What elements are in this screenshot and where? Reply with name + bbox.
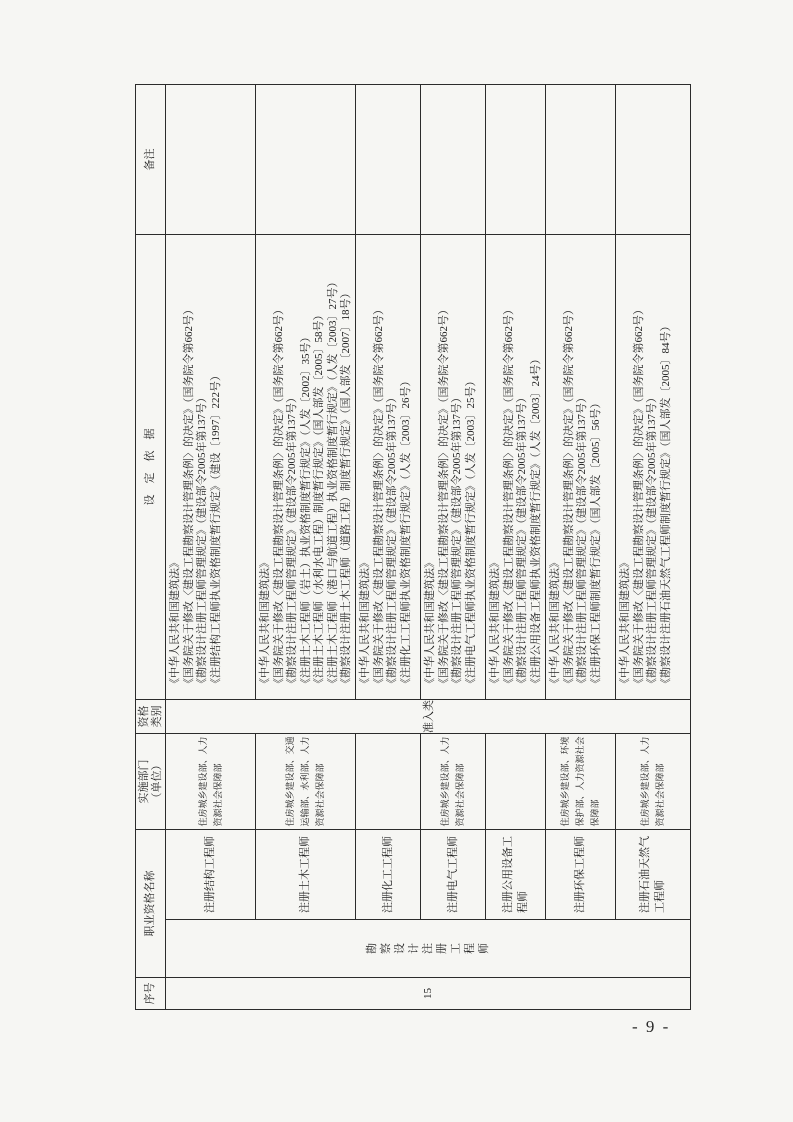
qualification-table (135, 84, 691, 1010)
basis-line: 《勘察设计注册工程师管理规定》（建设部令2005年第137号） (286, 392, 298, 689)
basis-line: 《中华人民共和国建筑法》 (259, 557, 271, 689)
basis-line: 《注册结构工程师执业资格制度暂行规定》（建设〔1997〕222号） (209, 370, 222, 689)
note-cell (546, 85, 616, 235)
dept-text: 住房城乡建设部、人力资源社会保障部 (440, 736, 465, 827)
basis-line: 《国务院关于修改〈建设工程勘察设计管理条例〉的决定》（国务院令第662号） (632, 304, 645, 689)
basis-line: 《勘察设计注册工程师管理规定》（建设部令2005年第137号） (576, 392, 588, 689)
basis-line: 《国务院关于修改〈建设工程勘察设计管理条例〉的决定》（国务院令第662号） (372, 304, 385, 689)
basis-line: 《中华人民共和国建筑法》 (169, 557, 181, 689)
basis-line: 《注册土木工程师（港口与航道工程）执业资格制度暂行规定》（人发〔2003〕27号） (326, 276, 339, 689)
dept-cell (616, 734, 691, 830)
note-cell (356, 85, 421, 235)
note-cell (616, 85, 691, 235)
basis-line: 《勘察设计注册工程师管理规定》（建设部令2005年第137号） (196, 392, 208, 689)
basis-cell (616, 235, 691, 700)
note-cell (421, 85, 486, 235)
table-row (546, 85, 616, 1010)
basis-line: 《国务院关于修改〈建设工程勘察设计管理条例〉的决定》（国务院令第662号） (182, 304, 195, 689)
basis-line: 《勘察设计注册工程师管理规定》（建设部令2005年第137号） (646, 392, 658, 689)
dept-cell (546, 734, 616, 830)
table-row (421, 85, 486, 1010)
table-header-row (136, 85, 166, 1010)
basis-cell (421, 235, 486, 700)
name-cell (486, 830, 546, 920)
qualification-name: 注册土木工程师 (299, 836, 311, 913)
name-cell (256, 830, 356, 920)
rotated-table-wrapper (135, 85, 690, 1010)
note-cell (166, 85, 256, 235)
dept-cell (486, 734, 546, 830)
basis-line: 《勘察设计注册工程师管理规定》（建设部令2005年第137号） (451, 392, 463, 689)
name-cell (166, 830, 256, 920)
basis-cell (546, 235, 616, 700)
dept-cell (256, 734, 356, 830)
qualification-name: 注册石油天然气工程师 (639, 836, 666, 913)
header-category-label: 资格类别 (137, 705, 163, 728)
basis-line: 《中华人民共和国建筑法》 (549, 557, 561, 689)
basis-cell (356, 235, 421, 700)
basis-line: 《国务院关于修改〈建设工程勘察设计管理条例〉的决定》（国务院令第662号） (562, 304, 575, 689)
table-row (486, 85, 546, 1010)
basis-line: 《注册化工工程师执业资格制度暂行规定》（人发〔2003〕26号） (399, 375, 412, 689)
dept-cell (421, 734, 486, 830)
note-cell (486, 85, 546, 235)
header-basis: 设定依据 (136, 235, 166, 700)
basis-cell (256, 235, 356, 700)
dept-cell (356, 734, 421, 830)
name-cell (616, 830, 691, 920)
dept-text: 住房城乡建设部、人力资源社会保障部 (640, 736, 665, 827)
header-name: 职业资格名称 (136, 830, 166, 978)
basis-line: 《国务院关于修改〈建设工程勘察设计管理条例〉的决定》（国务院令第662号） (502, 304, 515, 689)
qualification-name: 注册化工工程师 (381, 836, 394, 913)
basis-line: 《国务院关于修改〈建设工程勘察设计管理条例〉的决定》（国务院令第662号） (272, 304, 285, 689)
basis-line: 《中华人民共和国建筑法》 (359, 557, 371, 689)
qualification-name: 注册公用设备工程师 (501, 836, 529, 913)
header-note: 备注 (136, 85, 166, 235)
basis-line: 《注册电气工程师执业资格制度暂行规定》（人发〔2003〕25号） (464, 375, 477, 689)
basis-line: 《国务院关于修改〈建设工程勘察设计管理条例〉的决定》（国务院令第662号） (437, 304, 450, 689)
dept-cell (166, 734, 256, 830)
category-cell: 准入类 (166, 700, 691, 734)
name-cell (546, 830, 616, 920)
table-row (166, 85, 256, 1010)
header-dept (136, 734, 166, 830)
group-name: 勘察设计注册工程师 (366, 943, 490, 954)
page-number: - 9 - (632, 1017, 671, 1036)
basis-line: 《注册土木工程师（水利水电工程）制度暂行规定》（国人部发〔2005〕58号） (313, 309, 325, 689)
seq-cell: 15 (166, 978, 691, 1010)
basis-line: 《注册公用设备工程师执业资格制度暂行规定》（人发〔2003〕24号） (529, 353, 542, 689)
header-seq: 序号 (136, 978, 166, 1010)
table-row (616, 85, 691, 1010)
qualification-name: 注册电气工程师 (446, 836, 459, 913)
basis-line: 《勘察设计注册工程师管理规定》（建设部令2005年第137号） (516, 392, 528, 689)
note-cell (256, 85, 356, 235)
qualification-name: 注册结构工程师 (204, 836, 216, 913)
name-cell (421, 830, 486, 920)
basis-line: 《中华人民共和国建筑法》 (424, 557, 436, 689)
basis-line: 《勘察设计注册土木工程师（道路工程）制度暂行规定》（国人部发〔2007〕18号） (340, 287, 352, 689)
header-category (136, 700, 166, 734)
basis-cell (166, 235, 256, 700)
name-cell (356, 830, 421, 920)
basis-line: 《勘察设计注册石油天然气工程师制度暂行规定》（国人部发〔2005〕84号） (659, 320, 672, 689)
dept-text: 住房城乡建设部、环境保护部、人力资源社会保障部 (560, 736, 600, 827)
basis-cell (486, 235, 546, 700)
basis-line: 《勘察设计注册工程师管理规定》（建设部令2005年第137号） (386, 392, 398, 689)
basis-line: 《注册环保工程师制度暂行规定》（国人部发〔2005〕56号） (589, 397, 602, 689)
dept-text: 住房城乡建设部、交通运输部、水利部、人力资源社会保障部 (285, 736, 325, 827)
group-name-cell (166, 920, 691, 978)
basis-line: 《中华人民共和国建筑法》 (619, 557, 631, 689)
table-row (356, 85, 421, 1010)
basis-line: 《注册土木工程师（岩土）执业资格制度暂行规定》（人发〔2002〕35号） (299, 331, 312, 689)
header-dept-label: 实施部门（单位） (137, 759, 163, 804)
qualification-name: 注册环保工程师 (574, 836, 586, 913)
basis-line: 《中华人民共和国建筑法》 (489, 557, 501, 689)
table-row (256, 85, 356, 1010)
dept-text: 住房城乡建设部、人力资源社会保障部 (197, 736, 223, 827)
